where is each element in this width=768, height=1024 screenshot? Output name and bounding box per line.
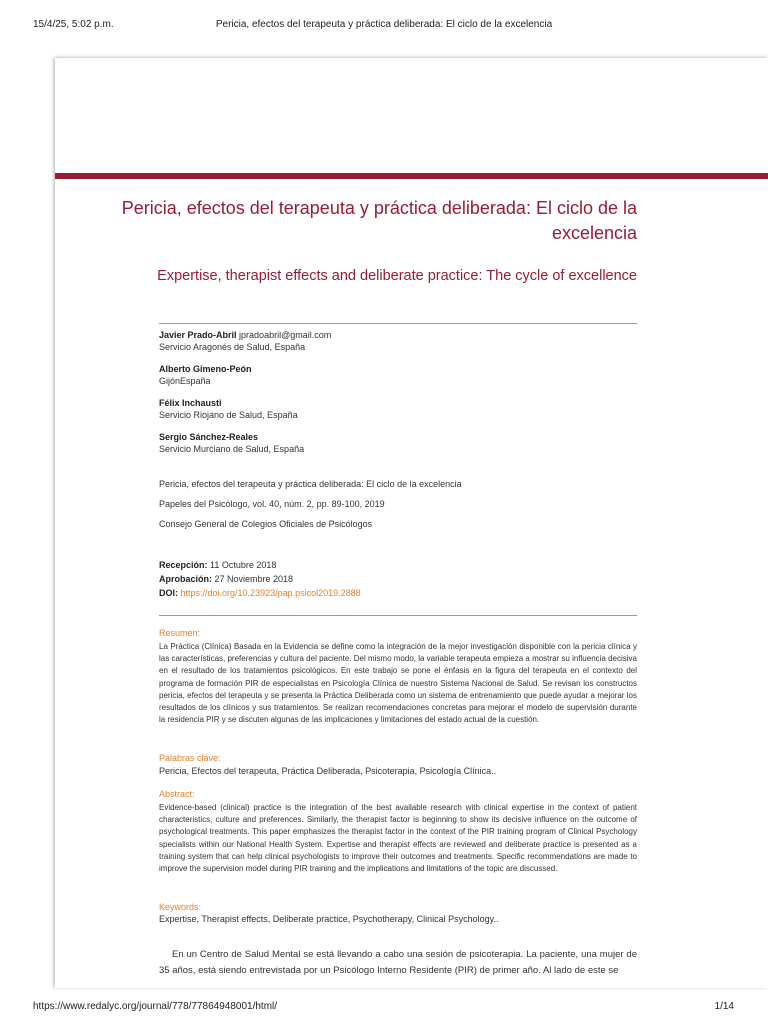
approval-label: Aprobación: xyxy=(159,574,212,584)
keywords-heading: Keywords: xyxy=(159,902,202,912)
author-name: Félix Inchausti xyxy=(159,398,222,408)
reception-date: 11 Octubre 2018 xyxy=(210,560,277,570)
author-item xyxy=(159,397,637,421)
journal-citation: Papeles del Psicólogo, vol. 40, núm. 2, pp. 89-100, 2019 xyxy=(159,499,385,509)
body-paragraph: En un Centro de Salud Mental se está llevando a cabo una sesión de psicoterapia. La paciente, una mujer de 35 años, está siendo entrevistada por un Psicólogo Interno Residente (PIR) de primer año. Al lado de este se xyxy=(159,949,637,976)
page-number: 1/14 xyxy=(714,1001,734,1012)
keywords-text: Expertise, Therapist effects, Deliberate practice, Psychotherapy, Clinical Psychology.. xyxy=(159,914,499,924)
author-affiliation: Servicio Murciano de Salud, España xyxy=(159,444,305,454)
resumen-text: La Práctica (Clínica) Basada en la Evidencia se define como la integración de la mejor investigación disponible con la pericia clínica y las características, preferencias y cultura del paciente. Del mismo modo, la variable terapeuta empieza a mostrar su influencia decisiva en el resultado de los tratamientos psicológicos. En este trabajo se pone el énfasis en la figura del terapeuta en el contexto del programa de formación PIR de especialistas en Psicología Clínica de nuestro Sistema Nacional de Salud. Se revisan los constructos pericia, efectos del terapeuta y se presenta la Práctica Deliberada como un sistema de entrenamiento que puede ayudar a mejorar los resultados de los clínicos y sus tratamientos. Se realizan recomendaciones concretas para mejorar el modelo de supervisión durante la residencia PIR y se discuten algunas de las implicaciones y limitaciones del estado actual de la cuestión. xyxy=(159,642,637,725)
print-datetime: 15/4/25, 5:02 p.m. xyxy=(33,19,114,30)
divider xyxy=(159,323,637,324)
reception-label: Recepción: xyxy=(159,560,208,570)
article-title-es: Pericia, efectos del terapeuta y práctica deliberada: El ciclo de la excelencia xyxy=(121,198,637,243)
author-item xyxy=(159,431,637,455)
header-bar xyxy=(55,173,768,179)
print-footer xyxy=(0,984,768,1024)
abstract-text: Evidence-based (clinical) practice is the integration of the best available research with clinical expertise in the context of patient characteristics, culture and preferences. Similarly, the therapist factor is beginning to show its decisive influence on the outcome of psychological treatments. This paper emphasizes the therapist factor in the context of the PIR training program of Clinical Psychology specialists within our National Health System. Expertise and therapist effects are reviewed and deliberate practice is presented as a training system that can help clinical psychologists to improve their outcomes and treatments. Specific recommendations are made to improve the supervision model during PIR training and the implications and limitations of the topic are discussed. xyxy=(159,803,637,874)
palabras-clave-text: Pericia, Efectos del terapeuta, Práctica Deliberada, Psicoterapia, Psicología Clínica.. xyxy=(159,766,497,776)
approval-date: 27 Noviembre 2018 xyxy=(214,574,294,584)
doi-link[interactable]: https://doi.org/10.23923/pap.psicol2019.2888 xyxy=(180,588,361,598)
abstract-heading: Abstract: xyxy=(159,789,195,799)
author-name: Sergio Sánchez-Reales xyxy=(159,432,259,442)
author-affiliation: Servicio Riojano de Salud, España xyxy=(159,410,298,420)
author-list xyxy=(159,329,637,465)
author-affiliation: Servicio Aragonés de Salud, España xyxy=(159,342,306,352)
palabras-clave-heading: Palabras clave: xyxy=(159,753,221,763)
author-name: Javier Prado-Abril xyxy=(159,330,237,340)
author-item xyxy=(159,329,637,353)
doi-label: DOI: xyxy=(159,588,178,598)
author-email[interactable]: jpradoabril@gmail.com xyxy=(239,330,332,340)
article-title-en: Expertise, therapist effects and deliberate practice: The cycle of excellence xyxy=(157,268,637,284)
author-affiliation: GijónEspaña xyxy=(159,376,211,386)
divider xyxy=(159,615,637,616)
page-url: https://www.redalyc.org/journal/778/77864948001/html/ xyxy=(33,1001,278,1012)
resumen-heading: Resumen: xyxy=(159,628,201,638)
author-name: Alberto Gimeno-Peón xyxy=(159,364,252,374)
print-doc-title: Pericia, efectos del terapeuta y práctica deliberada: El ciclo de la excelencia xyxy=(215,19,553,30)
publisher: Consejo General de Colegios Oficiales de Psicólogos xyxy=(159,519,373,529)
publication-dates xyxy=(159,558,361,600)
citation-title: Pericia, efectos del terapeuta y práctica deliberada: El ciclo de la excelencia xyxy=(159,479,462,489)
print-header xyxy=(0,0,768,40)
author-item xyxy=(159,363,637,387)
